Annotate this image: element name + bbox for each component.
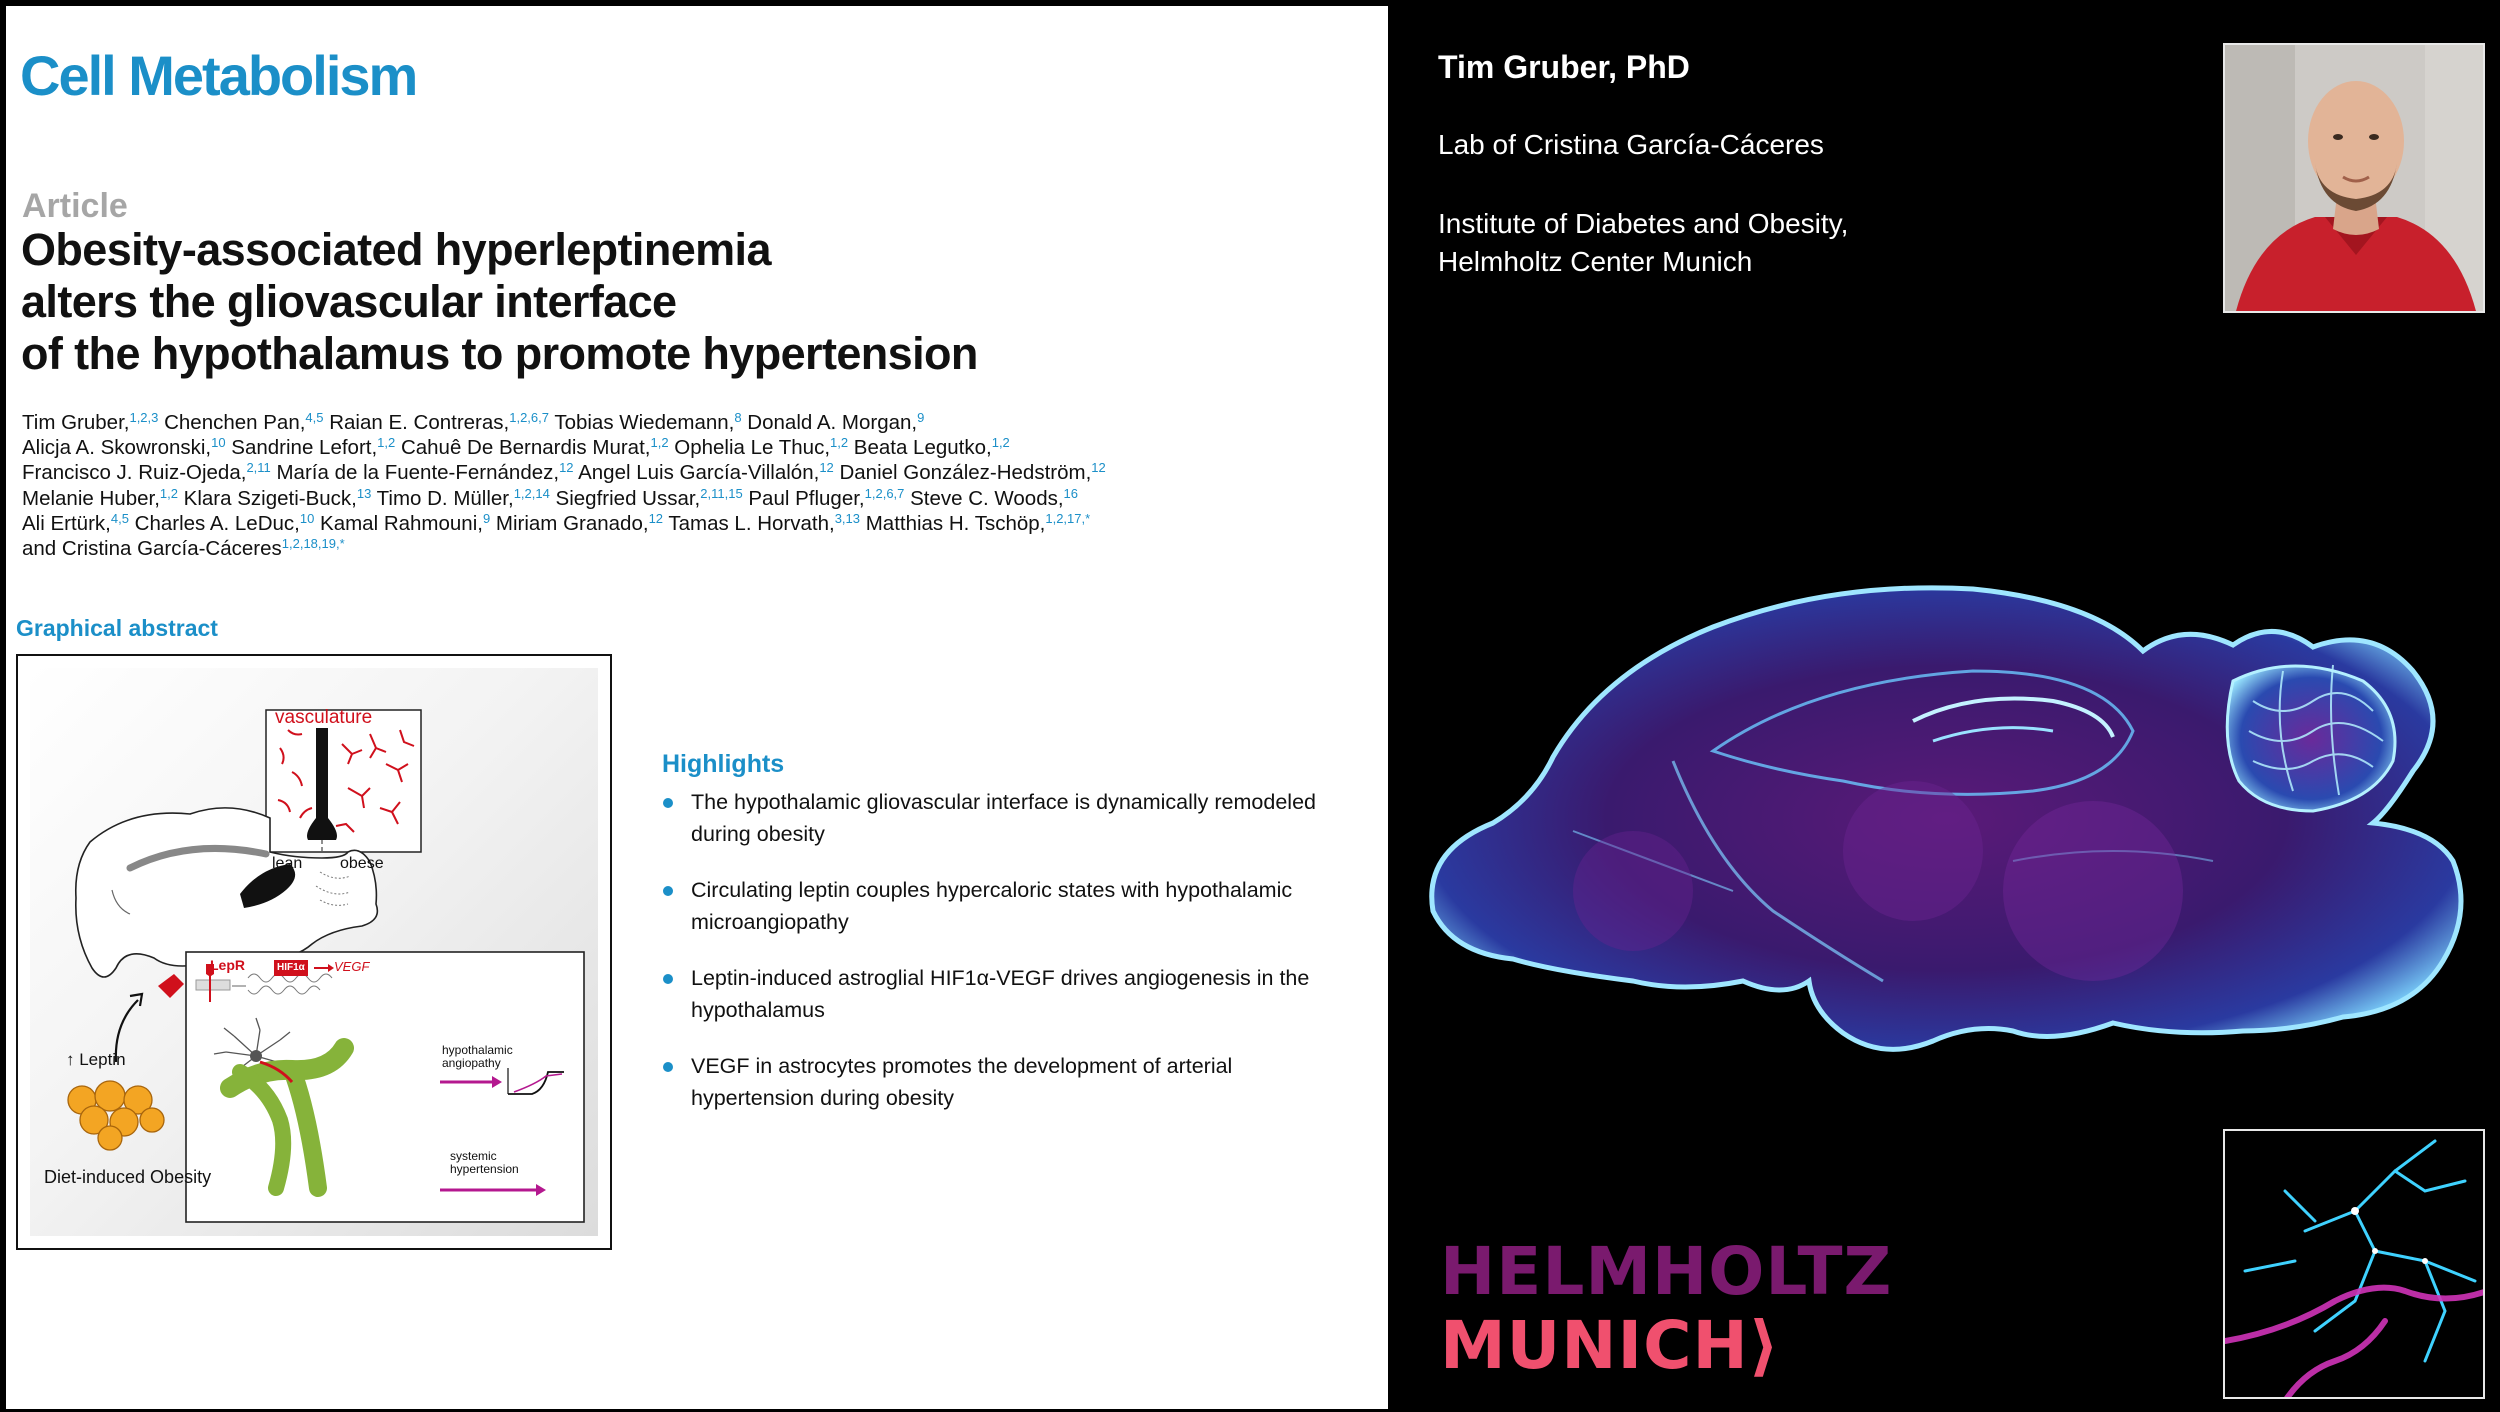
author-affiliation: 1,2 — [377, 435, 396, 451]
inset-micrograph — [2223, 1129, 2485, 1399]
author-line — [22, 410, 1362, 435]
author-line — [22, 536, 1362, 561]
author-name: Donald A. Morgan, — [741, 411, 918, 434]
highlight-text: VEGF in astrocytes promotes the development of arterial hypertension during obesity — [691, 1054, 1233, 1110]
author-name: Melanie Huber, — [22, 486, 160, 510]
author-name: Steve C. Woods, — [904, 486, 1064, 510]
author-line — [22, 460, 1362, 485]
author-affiliation: 1,2 — [830, 435, 849, 451]
author-name: Matthias H. Tschöp, — [860, 511, 1046, 535]
author-affiliation: 1,2,18,19,* — [281, 536, 345, 552]
author-affiliation: 4,5 — [110, 510, 129, 526]
author-list — [22, 410, 1362, 561]
author-name: Paul Pfluger, — [742, 486, 865, 510]
presenter-panel — [1388, 21, 2500, 1412]
title-line: of the hypothalamus to promote hypertension — [21, 328, 978, 379]
presenter-lab: Lab of Cristina García-Cáceres — [1438, 129, 1824, 160]
author-line — [22, 435, 1362, 460]
highlight-text: Leptin-induced astroglial HIF1α-VEGF drives angiogenesis in the hypothalamus — [691, 966, 1310, 1022]
author-affiliation: 4,5 — [305, 410, 324, 425]
author-name: Sandrine Lefort, — [225, 436, 378, 460]
brain-fluorescence-figure — [1413, 561, 2500, 1121]
author-name: Tobias Wiedemann, — [549, 411, 735, 434]
vasculature-label: vasculature — [275, 707, 373, 728]
inset-fluorescence-image — [2225, 1131, 2485, 1399]
journal-name: Cell Metabolism — [20, 44, 417, 107]
author-affiliation: 12 — [819, 460, 834, 476]
paper-panel — [6, 6, 1388, 1409]
author-name: Beata Legutko, — [848, 436, 992, 460]
author-affiliation: 1,2,17,* — [1045, 510, 1091, 526]
author-name: Tamas L. Horvath, — [663, 511, 835, 535]
author-name: Ali Ertürk, — [22, 511, 111, 535]
author-name: Klara Szigeti-Buck, — [177, 486, 357, 510]
presenter-institute — [1438, 205, 1848, 281]
lepr-label: LepR — [210, 957, 245, 973]
lean-label: lean — [272, 855, 303, 872]
graphical-abstract-heading: Graphical abstract — [16, 615, 218, 641]
portrait-image — [2225, 45, 2485, 313]
diet-induced-obesity-label: Diet-induced Obesity — [44, 1167, 212, 1187]
systemic-hypertension-label: systemic hypertension — [450, 1149, 519, 1177]
hypothalamic-angiopathy-label: hypothalamic angiopathy — [442, 1043, 513, 1071]
author-affiliation: 12 — [1091, 460, 1106, 476]
author-name: Tim Gruber, — [22, 411, 130, 434]
title-line: alters the gliovascular interface — [21, 276, 677, 327]
author-affiliation: 1,2,14 — [513, 485, 550, 501]
author-name: Miriam Granado, — [490, 511, 649, 535]
author-affiliation: 10 — [299, 510, 315, 526]
author-affiliation: 1,2,3 — [129, 410, 159, 425]
author-name: Charles A. LeDuc, — [128, 511, 300, 535]
author-affiliation: 12 — [648, 510, 664, 526]
article-type: Article — [22, 187, 128, 225]
author-name: Raian E. Contreras, — [323, 411, 510, 434]
author-affiliation: 10 — [211, 435, 226, 451]
author-affiliation: 16 — [1063, 485, 1079, 501]
obese-label: obese — [340, 855, 384, 872]
author-name: Cahuê De Bernardis Murat, — [395, 436, 651, 460]
highlights-heading: Highlights — [662, 750, 785, 778]
author-name: Siegfried Ussar, — [549, 486, 701, 510]
highlight-item — [662, 786, 1352, 850]
author-name: Ophelia Le Thuc, — [668, 436, 831, 460]
author-name: Angel Luis García-Villalón, — [573, 461, 820, 485]
author-affiliation: 2,11,15 — [700, 485, 743, 501]
author-line — [22, 511, 1362, 536]
author-line — [22, 486, 1362, 511]
bullet-icon — [663, 886, 673, 896]
article-title — [21, 224, 1171, 380]
highlights-list — [662, 786, 1352, 1138]
author-name: Timo D. Müller, — [371, 486, 514, 510]
author-affiliation: 1,2,6,7 — [509, 410, 549, 425]
author-name: Francisco J. Ruiz-Ojeda, — [22, 461, 247, 485]
author-name: Daniel González-Hedström, — [833, 461, 1092, 485]
title-line: Obesity-associated hyperleptinemia — [21, 224, 771, 275]
highlight-text: Circulating leptin couples hypercaloric states with hypothalamic microangiopathy — [691, 878, 1293, 934]
author-affiliation: 9 — [482, 510, 491, 526]
presenter-photo — [2223, 43, 2485, 313]
author-name: Chenchen Pan, — [158, 411, 306, 434]
author-affiliation: 1,2 — [650, 435, 669, 451]
institute-line: Helmholtz Center Munich — [1438, 246, 1753, 277]
leptin-label: ↑ Leptin — [66, 1050, 126, 1069]
author-affiliation: 1,2 — [159, 485, 178, 501]
presenter-name: Tim Gruber, PhD — [1438, 49, 1690, 85]
vegf-label: VEGF — [334, 959, 370, 974]
bullet-icon — [663, 1062, 673, 1072]
brain-section-image — [1413, 561, 2500, 1121]
bullet-icon — [663, 974, 673, 984]
author-affiliation: 2,11 — [246, 460, 271, 476]
author-name: Kamal Rahmouni, — [314, 511, 483, 535]
author-name: Alicja A. Skowronski, — [22, 436, 212, 460]
hif1a-label: HIF1α — [277, 962, 305, 973]
logo-arrow-icon: ⟩ — [1748, 1307, 1780, 1384]
author-affiliation: 9 — [917, 410, 925, 425]
author-affiliation: 12 — [559, 460, 574, 476]
highlight-item — [662, 1050, 1352, 1114]
helmholtz-logo-line1: HELMHOLTZ — [1440, 1233, 1893, 1310]
highlight-text: The hypothalamic gliovascular interface is dynamically remodeled during obesity — [691, 790, 1316, 846]
author-affiliation: 1,2,6,7 — [864, 485, 905, 501]
institute-line: Institute of Diabetes and Obesity, — [1438, 208, 1849, 239]
author-name: and Cristina García-Cáceres — [22, 537, 282, 561]
highlight-item — [662, 874, 1352, 938]
bullet-icon — [663, 798, 673, 808]
logo-text: MUNICH — [1440, 1307, 1749, 1384]
author-name: María de la Fuente-Fernández, — [270, 461, 560, 485]
author-affiliation: 3,13 — [834, 510, 861, 526]
author-affiliation: 13 — [356, 485, 372, 501]
highlight-item — [662, 962, 1352, 1026]
author-affiliation: 8 — [734, 410, 742, 425]
graphical-abstract — [16, 654, 612, 1250]
author-affiliation: 1,2 — [991, 435, 1010, 451]
graphical-abstract-canvas — [30, 668, 598, 1236]
helmholtz-logo-line2 — [1440, 1307, 1780, 1384]
